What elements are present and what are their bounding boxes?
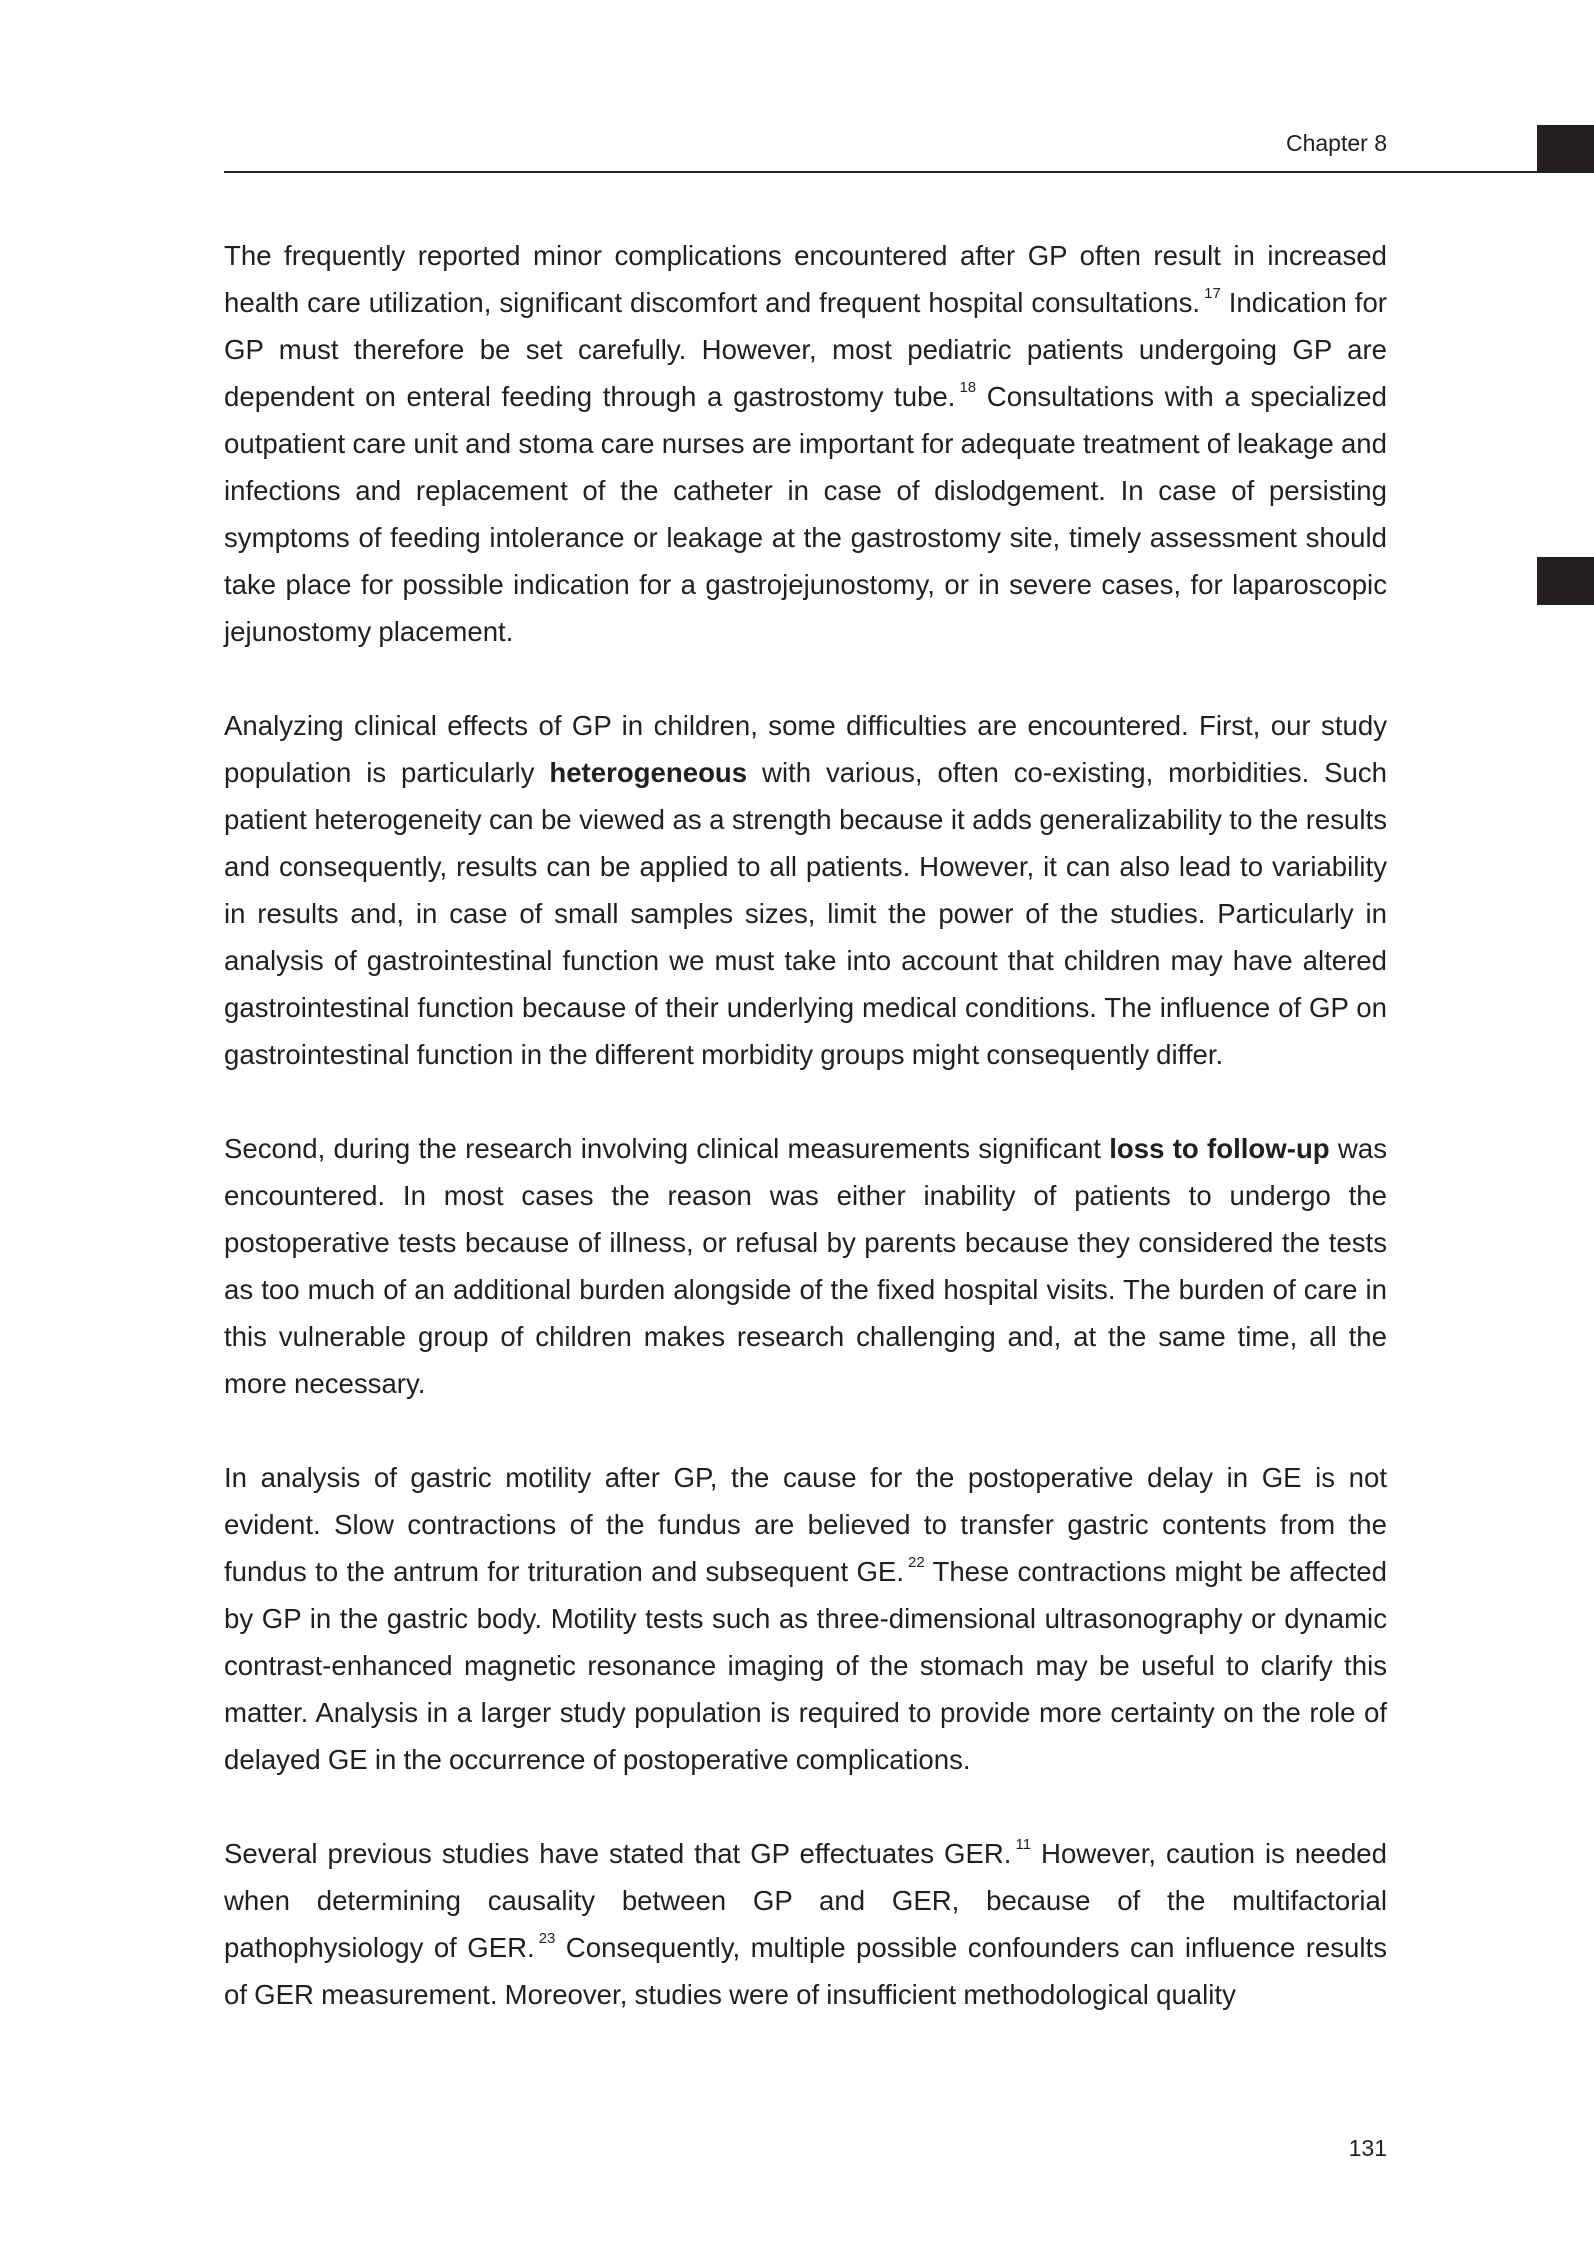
text-span: In analysis of gastric motility after GP, the cause for the postoperative delay in GE is not evident. Slow contractions of the fundus are believed to transfer gastric contents from the fundus to the antrum for trituration and subsequent GE. — [224, 1462, 1387, 1587]
citation-ref: 18 — [959, 379, 977, 396]
body-text — [224, 232, 1387, 2065]
text-span: with various, often co-existing, morbidities. Such patient heterogeneity can be viewed as a strength because it adds generalizability to the results and consequently, results can be applied to all patients. However, it can also lead to variability in results and, in case of small samples sizes, limit the power of the studies. Particularly in analysis of gastrointestinal function we must take into account that children may have altered gastrointestinal function because of their underlying medical conditions. The influence of GP on gastrointestinal function in the different morbidity groups might consequently differ. — [224, 757, 1388, 1070]
text-span: Indication for GP must therefore be set carefully. However, most pediatric patients undergoing GP are dependent on enteral feeding through a gastrostomy tube. — [224, 287, 1387, 412]
chapter-tab-marker-secondary — [1537, 557, 1594, 605]
page-number: 131 — [1348, 2135, 1387, 2161]
chapter-label: Chapter 8 — [1285, 130, 1387, 156]
paragraph-3 — [224, 1125, 1387, 1407]
paragraph-5 — [224, 1830, 1387, 2018]
text-span: Consultations with a specialized outpatient care unit and stoma care nurses are important for adequate treatment of leakage and infections and replacement of the catheter in case of dislodgement. In case of persisting symptoms of feeding intolerance or leakage at the gastrostomy site, timely assessment should take place for possible indication for a gastrojejunostomy, or in severe cases, for laparoscopic jejunostomy placement. — [224, 381, 1387, 647]
paragraph-4 — [224, 1454, 1387, 1783]
text-span: Second, during the research involving clinical measurements significant — [224, 1133, 1110, 1164]
text-span: Analyzing clinical effects of GP in children, some difficulties are encountered. First, our study population is particularly — [224, 710, 1387, 788]
paragraph-2 — [224, 702, 1387, 1078]
paragraph-1 — [224, 232, 1387, 655]
text-span: Consequently, multiple possible confounders can influence results of GER measurement. Moreover, studies were of insufficient methodological quality — [224, 1932, 1387, 2010]
chapter-tab-marker — [1537, 125, 1594, 172]
citation-ref: 22 — [907, 1554, 925, 1571]
header-rule — [224, 171, 1594, 173]
citation-ref: 17 — [1204, 285, 1221, 302]
emphasis-heterogeneous: heterogeneous — [549, 757, 748, 788]
text-span: These contractions might be affected by GP in the gastric body. Motility tests such as three-dimensional ultrasonography or dynamic contrast-enhanced magnetic resonance imaging of the stomach may be useful to clarify this matter. Analysis in a larger study population is required to provide more certainty on the role of delayed GE in the occurrence of postoperative complications. — [224, 1556, 1387, 1775]
emphasis-loss-to-follow-up: loss to follow-up — [1109, 1133, 1330, 1164]
text-span: The frequently reported minor complications encountered after GP often result in increased health care utilization, significant discomfort and frequent hospital consultations. — [224, 240, 1387, 318]
citation-ref: 11 — [1015, 1836, 1032, 1853]
text-span: Several previous studies have stated that GP effectuates GER. — [224, 1838, 1012, 1869]
text-span: was encountered. In most cases the reason was either inability of patients to undergo the postoperative tests because of illness, or refusal by parents because they considered the tests as too much of an additional burden alongside of the fixed hospital visits. The burden of care in this vulnerable group of children makes research challenging and, at the same time, all the more necessary. — [224, 1133, 1387, 1399]
text-span: However, caution is needed when determining causality between GP and GER, because of the multifactorial pathophysiology of GER. — [224, 1838, 1387, 1963]
citation-ref: 23 — [538, 1930, 556, 1947]
